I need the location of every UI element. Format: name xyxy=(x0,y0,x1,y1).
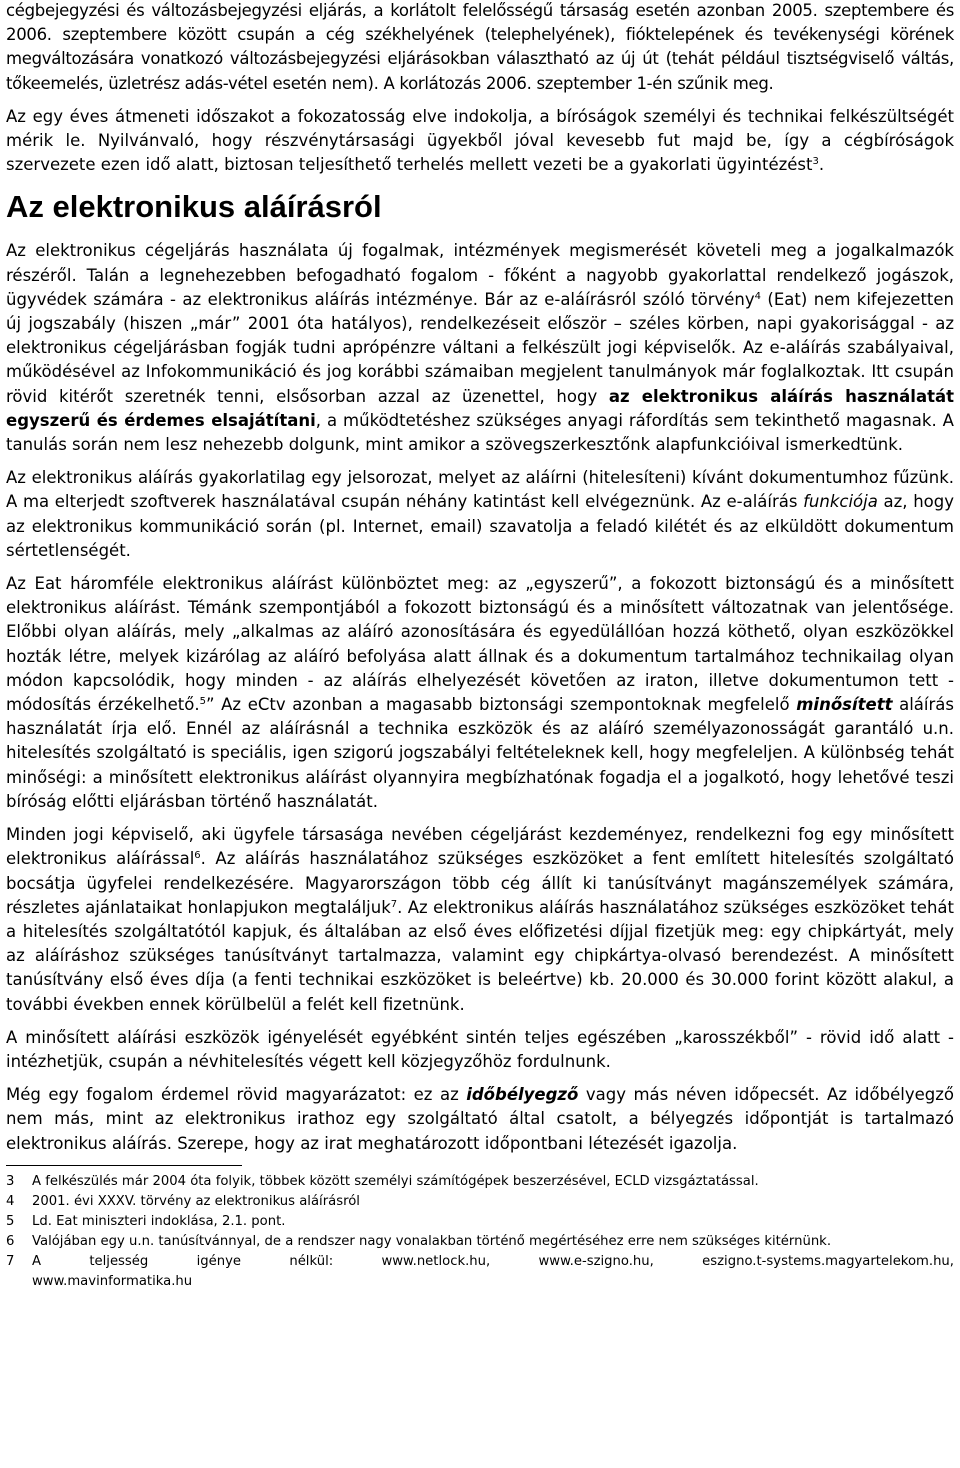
paragraph-2 xyxy=(6,466,954,563)
footnote-text xyxy=(32,1252,954,1292)
footnote-text: Valójában egy u.n. tanúsítvánnyal, de a rendszer nagy vonalakban történő megértéséhez erre nem szükséges kitérnünk. xyxy=(32,1233,832,1249)
footnote-separator xyxy=(6,1165,242,1166)
paragraph-3-text-b: ” Az eCtv azonban a magasabb biztonsági szempontoknak megfelelő xyxy=(205,695,797,715)
footnote-number: 4 xyxy=(6,1193,15,1209)
paragraph-5: A minősített aláírási eszközök igényelését egyébként sintén teljes egészében „karosszékből” - rövid idő alatt - intézhetjük, csupán a névhitelesítés végett kell közjegyzőhöz fordulnunk. xyxy=(6,1027,954,1071)
footnote-7-links[interactable]: A teljesség igénye nélkül: www.netlock.hu, www.e-szigno.hu, eszigno.t-systems.magyartelekom.hu, xyxy=(32,1253,954,1269)
paragraph-4-text-b: . Az aláírás használatához szükséges eszközöket a fent említett hitelesítés szolgáltató bocsátja ügyfelei rendelkezésére. Magyarországon több cég állít ki tanúsítványt magánszemélyek számára, részletes ajánlataikat honlapjukon megtaláljuk xyxy=(6,849,954,917)
section-heading: Az elektronikus aláírásról xyxy=(6,189,382,225)
paragraph-3 xyxy=(6,572,954,814)
paragraph-3-text-a: Az Eat háromféle elektronikus aláírást különböztet meg: az „egyszerű”, a fokozott biztonságú és a minősített elektronikus aláírást. Témánk szempontjából a fokozott biztonságú és a minősített változatnak van jelentősége. Előbbi olyan aláírás, mely „alkalmas az aláíró azonosítására és egyedülállóan hozzá köthető, olyan eszközökkel hozták létre, melyek kizárólag az aláíró befolyása alatt állnak és a dokumentum tartalmához technikailag olyan módon kapcsolódik, hogy minden - az aláírás elhelyezését követően az iraton, illetve dokumentumon tett - módosítás érzékelhető. xyxy=(6,574,954,715)
paragraph-3-text-c: aláírás használatát írja elő. Ennél az aláírásnál a technika eszközök és az aláíró személyazonosságát garantáló u.n. hitelesítés szolgáltató is speciális, igen szigorú jogszabályi feltételeknek kell, hogy megfeleljen. A különbség tehát minőségi: a minősített elektronikus aláírást olyannyira megbízhatónak fogadja el a jogalkotó, hogy lehetővé teszi bíróság előtti eljárásban történő használatát. xyxy=(6,695,954,811)
footnote-5 xyxy=(6,1212,954,1232)
footnote-ref-4[interactable]: 4 xyxy=(754,290,762,302)
footnote-7 xyxy=(6,1252,954,1292)
footnote-text: A felkészülés már 2004 óta folyik, többek között személyi számítógépek beszerzésével, ECLD vizsgáztatással. xyxy=(32,1173,759,1189)
footnotes xyxy=(6,1172,954,1292)
paragraph-4-text-c: . Az elektronikus aláírás használatához szükséges eszközöket tehát a hitelesítés szolgáltatótól kapjuk, és általában az első éves előfizetési díjjal fizetjük meg: egy chipkártyát, mely az aláíráshoz szükséges tanúsítványt tartalmazza, valamint egy chipkártya-olvasó berendezést. A minősített tanúsítvány első éves díja (a fenti technikai eszközöket is beleértve) kb. 20.000 és 30.000 forint között alakul, a további években ennek körülbelül a felét kell fizetnünk. xyxy=(6,897,954,1014)
paragraph-1-bold-phrase: az elektronikus aláírás használatát egyszerű és érdemes elsajátítani xyxy=(6,386,954,430)
paragraph-2-italic-term: funkciója xyxy=(803,492,878,512)
footnote-3 xyxy=(6,1172,954,1192)
footnote-ref-5[interactable]: 5 xyxy=(199,696,206,708)
intro-text: cégbejegyzési és változásbejegyzési eljárás, a korlátolt felelősségű társaság esetén azonban 2005. szeptembere és 2006. szeptembere között csupán a cég székhelyének (telephelyének), fióktelepének és tevékenységi körének megváltozására vonatkozó változásbejegyzési eljárásokban választható az új út (tehát például tisztségviselő váltás, tőkeemelés, üzletrész adás-vétel esetén nem). A korlátozás 2006. szeptember 1-én szűnik meg. xyxy=(6,1,954,93)
paragraph-2-text-b: az, hogy az elektronikus kommunikáció során (pl. Internet, email) szavatolja a feladó kilétét és az elküldött dokumentum sértetlenségét. xyxy=(6,492,954,560)
transition-text: Az egy éves átmeneti időszakot a fokozatosság elve indokolja, a bíróságok személyi és technikai felkészültségét mérik le. Nyilvánvaló, hogy részvénytársasági ügyekből jóval kevesebb fut majd be, így a cégbíróságok szervezete ezen idő alatt, biztosan teljesíthető terhelés mellett vezeti be a gyakorlati ügyintézést xyxy=(6,106,954,175)
footnote-ref-7[interactable]: 7 xyxy=(390,898,398,910)
footnote-7-link-continued[interactable]: www.mavinformatika.hu xyxy=(32,1273,193,1289)
footnote-text: Ld. Eat miniszteri indoklása, 2.1. pont. xyxy=(32,1213,286,1229)
paragraph-6-text-b: vagy más néven időpecsét. Az időbélyegző nem más, mint az elektronikus irathoz egy szolgáltató által csatolt, a bélyegzés időpontját is tartalmazó elektronikus aláírás. Szerepe, hogy az irat meghatározott időpontbani létezését igazolja. xyxy=(6,1085,954,1153)
footnote-ref-6[interactable]: 6 xyxy=(194,850,201,862)
footnote-4 xyxy=(6,1192,954,1212)
footnote-6 xyxy=(6,1232,954,1252)
footnote-number: 6 xyxy=(6,1233,15,1249)
footnote-ref-3[interactable]: 3 xyxy=(812,156,819,168)
footnote-number: 7 xyxy=(6,1253,15,1269)
footnote-number: 5 xyxy=(6,1213,15,1229)
footnote-text: 2001. évi XXXV. törvény az elektronikus aláírásról xyxy=(32,1193,360,1209)
transition-text-end: . xyxy=(818,155,825,175)
intro-paragraph xyxy=(6,0,954,96)
paragraph-2-text-a: Az elektronikus aláírás gyakorlatilag egy jelsorozat, melyet az aláírni (hitelesíteni) kívánt dokumentumhoz fűzünk. A ma elterjedt szoftverek használatával csupán néhány katintást kell elvégeznünk. Az e-aláírás xyxy=(6,468,954,512)
paragraph-4-text-a: Minden jogi képviselő, aki ügyfele társasága nevében cégeljárást kezdeményez, rendelkezni fog egy minősített elektronikus aláírással xyxy=(6,825,954,869)
paragraph-6 xyxy=(6,1083,954,1156)
paragraph-1-text-b: (Eat) nem kifejezetten új jogszabály (hiszen „már” 2001 óta hatályos), rendelkezéseit először – széles körben, napi gyakorisággal - az elektronikus cégeljárásban fogják tudni aprópénzre váltani a felkészült jogi képviselők. Az e-aláírás szabályaival, működésével az Infokommunikáció és jog korábbi számaiban megjelent tanulmányok már foglalkoztak. Itt csupán rövid kitérőt szeretnék tenni, elsősorban azzal az üzenettel, hogy xyxy=(6,289,954,406)
paragraph-1 xyxy=(6,239,954,457)
footnote-number: 3 xyxy=(6,1173,15,1189)
paragraph-4 xyxy=(6,823,954,1017)
paragraph-6-bolditalic-term: időbélyegző xyxy=(466,1085,579,1105)
paragraph-1-text-c: , a működtetéshez szükséges anyagi ráfordítás sem tekinthető magasnak. A tanulás során nem lesz nehezebb dolgunk, mint amikor a szövegszerkesztőnk alapfunkcióival ismerkedtünk. xyxy=(6,410,954,455)
paragraph-6-text-a: Még egy fogalom érdemel rövid magyarázatot: ez az xyxy=(6,1085,467,1105)
paragraph-1-text-a: Az elektronikus cégeljárás használata új fogalmak, intézmények megismerését követeli meg a jogalkalmazók részéről. Talán a legnehezebben befogadható fogalom - főként a nagyobb gyakorlattal rendelkező jogászok, ügyvédek számára - az elektronikus aláírás intézménye. Bár az e-aláírásról szóló törvény xyxy=(6,241,954,309)
paragraph-3-bolditalic-term: minősített xyxy=(796,695,893,715)
transition-paragraph xyxy=(6,105,954,178)
